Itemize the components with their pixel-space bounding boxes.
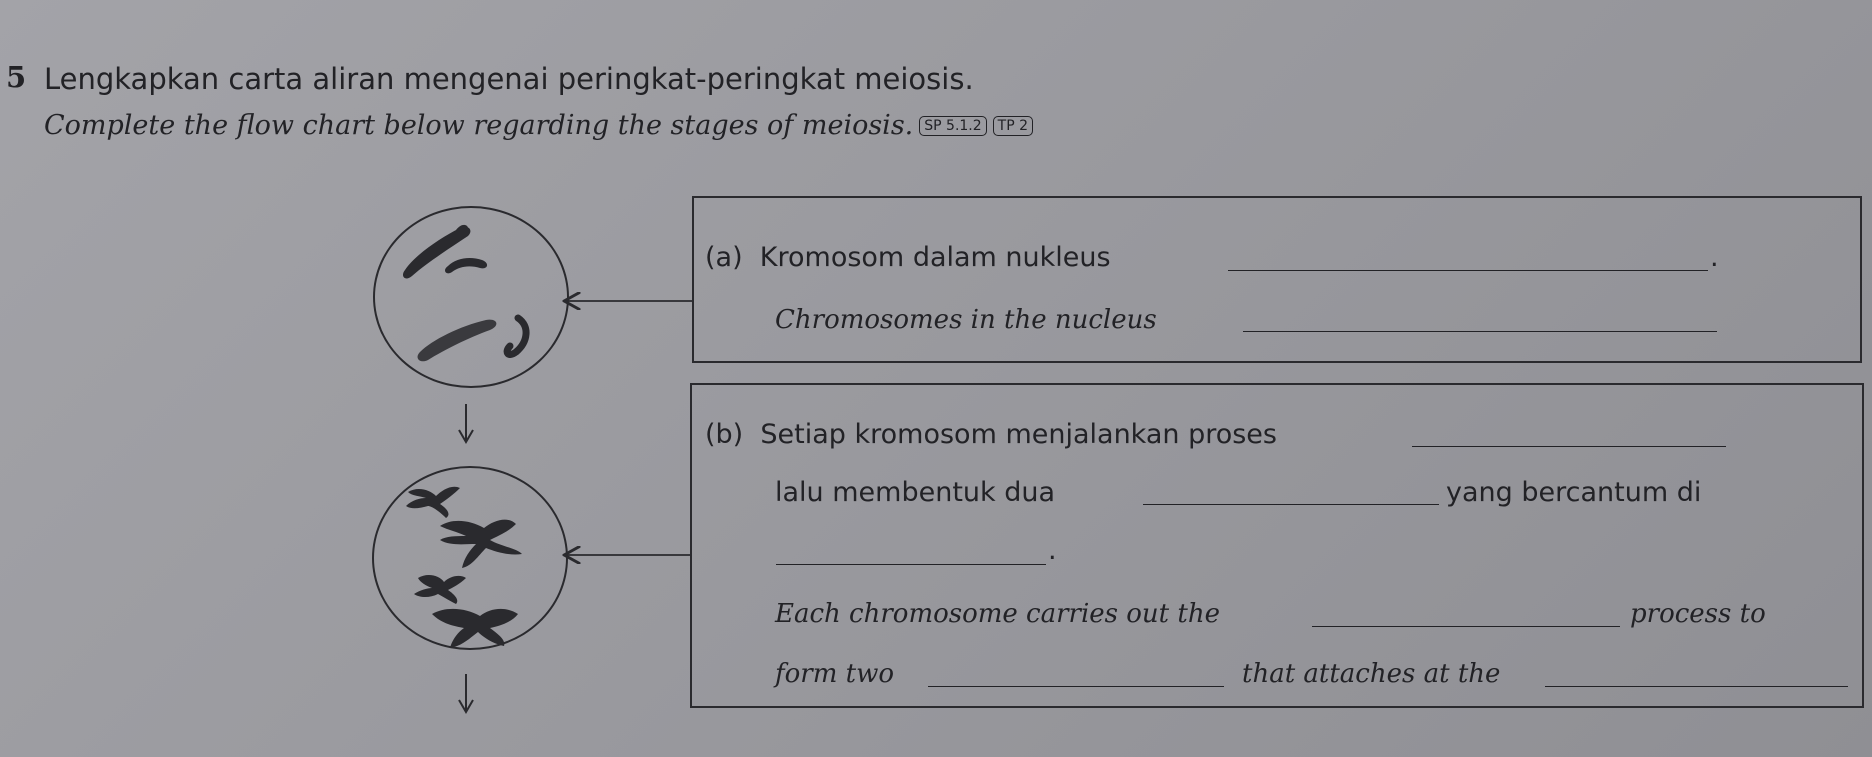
stage-b-english-text-1-start: Each chromosome carries out the xyxy=(775,599,1220,629)
chromatid-pair-large xyxy=(440,520,522,568)
down-arrow-1 xyxy=(459,404,473,442)
question-text-english-body: Complete the flow chart below regarding the stages of meiosis. xyxy=(44,110,914,141)
stage-b-english-text-2-mid: that attaches at the xyxy=(1242,659,1501,689)
question-text-malay: Lengkapkan carta aliran mengenai peringkat-peringkat meiosis. xyxy=(44,62,974,96)
stage-b-process-blank-english[interactable] xyxy=(1312,602,1620,627)
stage-a-box xyxy=(692,196,1862,363)
stage-b-centromere-blank-english[interactable] xyxy=(1545,662,1848,687)
stage-a-label: (a) xyxy=(705,242,743,273)
stage-b-malay-period: . xyxy=(1048,535,1057,566)
stage-b-malay-text-1: Setiap kromosom menjalankan proses xyxy=(760,419,1277,450)
chromatid-pair-small xyxy=(406,487,460,518)
stage-a-malay-line xyxy=(705,241,1111,275)
mastery-level-badge: TP 2 xyxy=(993,116,1033,136)
stage-a-malay-period: . xyxy=(1710,242,1719,273)
question-number: 5 xyxy=(6,60,27,94)
stage-b-english-text-1-end: process to xyxy=(1630,599,1766,629)
chromosome-coiled xyxy=(507,318,526,354)
stage-b-malay-text-2-end: yang bercantum di xyxy=(1446,477,1702,508)
stage-b-english-text-2-start: form two xyxy=(775,659,894,689)
chromatid-pair-small-2 xyxy=(414,575,466,604)
stage-a-english-blank[interactable] xyxy=(1243,307,1717,332)
chromosome-small-hook xyxy=(445,258,487,273)
stage-b-label: (b) xyxy=(705,419,744,450)
stage-b-centromere-blank-malay[interactable] xyxy=(776,540,1046,565)
stage-a-english-text: Chromosomes in the nucleus xyxy=(775,305,1157,335)
chromatid-pair-large-2 xyxy=(432,609,518,648)
stage-b-malay-text-2-start: lalu membentuk dua xyxy=(775,477,1056,508)
stage-b-chromatid-blank-malay[interactable] xyxy=(1143,480,1439,505)
stage-b-process-blank-malay[interactable] xyxy=(1412,422,1726,447)
down-arrow-2 xyxy=(459,674,473,712)
stage-a-malay-text: Kromosom dalam nukleus xyxy=(759,242,1111,273)
chromosome-long-diagonal xyxy=(418,320,497,362)
stage-b-chromatid-blank-english[interactable] xyxy=(928,662,1224,687)
stage-b-malay-line-1 xyxy=(705,418,1277,452)
standard-code-badge: SP 5.1.2 xyxy=(919,116,986,136)
chromosome-long-curved xyxy=(403,225,470,279)
stage-a-malay-blank[interactable] xyxy=(1228,246,1708,271)
